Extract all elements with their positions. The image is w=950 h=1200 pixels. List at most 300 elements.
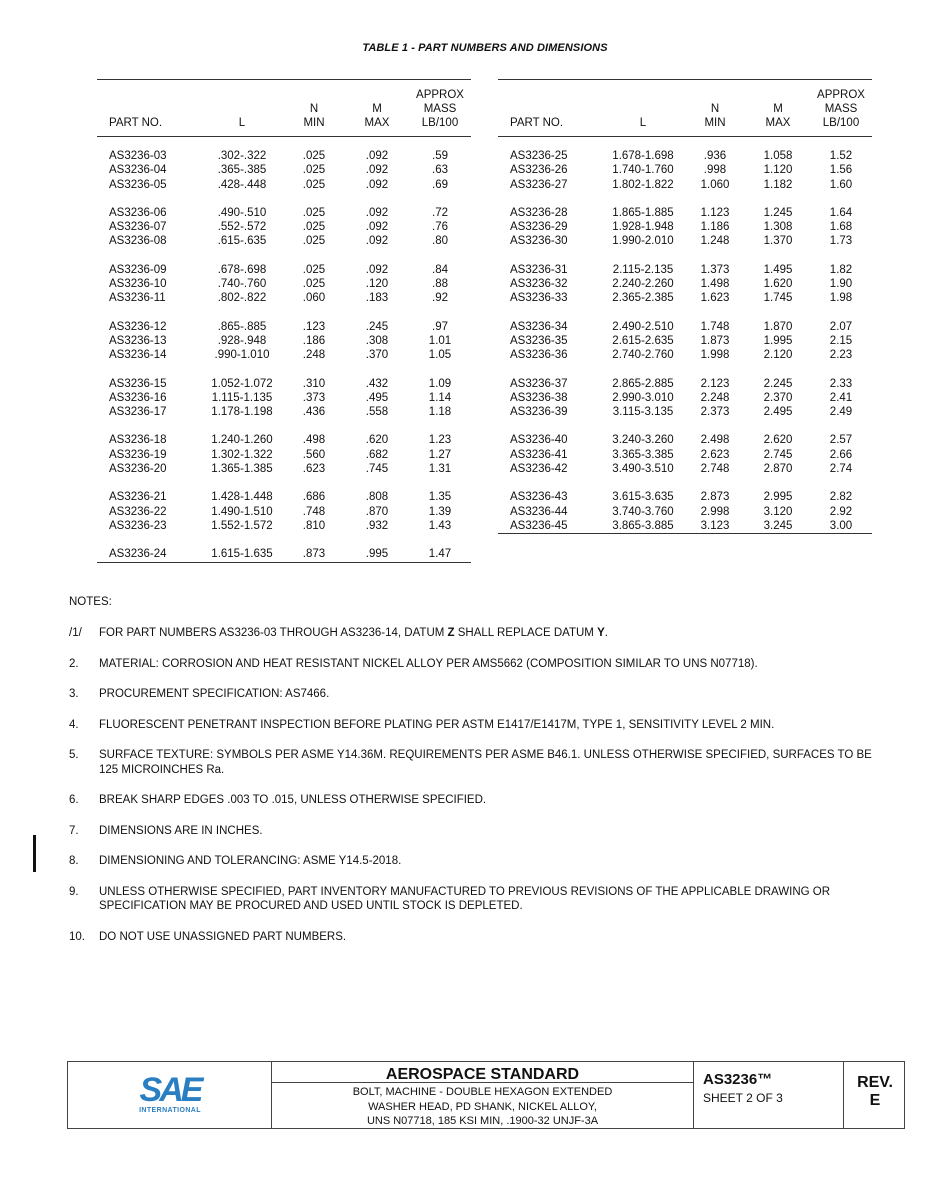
table-header-row <box>498 80 872 137</box>
part-number-cell: AS3236-13 <box>109 334 167 347</box>
document-cell <box>694 1062 844 1128</box>
n-min-cell: 2.873 <box>700 491 730 504</box>
table-row <box>498 505 872 519</box>
header-mass: APPROX MASS LB/100 <box>810 80 872 137</box>
part-number-cell: AS3236-29 <box>510 221 568 234</box>
mass-cell: 2.57 <box>829 434 853 447</box>
part-number-cell: AS3236-45 <box>510 519 568 532</box>
part-number-cell: AS3236-35 <box>510 334 568 347</box>
m-max-cell: 1.620 <box>763 278 793 291</box>
title-block <box>67 1061 905 1129</box>
description-line-2: WASHER HEAD, PD SHANK, NICKEL ALLOY, <box>368 1100 597 1113</box>
length-cell: 3.865-3.885 <box>612 519 674 532</box>
part-number-cell: AS3236-44 <box>510 505 568 518</box>
part-number-cell: AS3236-09 <box>109 263 167 276</box>
n-min-cell: .025 <box>302 164 326 177</box>
table-title: TABLE 1 - PART NUMBERS AND DIMENSIONS <box>362 42 608 54</box>
table-body-right <box>498 137 872 534</box>
n-min-cell: .025 <box>302 278 326 291</box>
note-number: 10. <box>69 930 85 943</box>
note-text: PROCUREMENT SPECIFICATION: AS7466. <box>99 688 330 700</box>
note-text <box>99 627 608 639</box>
n-min-cell: 2.748 <box>700 463 730 476</box>
m-max-cell: .620 <box>365 434 389 447</box>
part-number-cell: AS3236-15 <box>109 377 167 390</box>
part-number-cell: AS3236-07 <box>109 221 167 234</box>
part-number-cell: AS3236-28 <box>510 206 568 219</box>
mass-cell: 1.98 <box>829 292 853 305</box>
mass-cell: .72 <box>432 206 448 219</box>
table-row <box>97 519 471 533</box>
mass-cell: 3.00 <box>829 519 853 532</box>
table-row <box>97 348 471 362</box>
table-body-left <box>97 137 471 563</box>
note-item <box>69 718 889 733</box>
note-text-part: . <box>604 627 608 639</box>
length-cell: 2.365-2.385 <box>612 292 674 305</box>
m-max-cell: 1.495 <box>763 263 793 276</box>
part-number-cell: AS3236-39 <box>510 406 568 419</box>
m-max-cell: .092 <box>365 164 389 177</box>
part-number-cell: AS3236-26 <box>510 164 568 177</box>
mass-cell: 2.82 <box>829 491 853 504</box>
m-max-cell: 1.308 <box>763 221 793 234</box>
length-cell: 2.240-2.260 <box>612 278 674 291</box>
m-max-cell: .308 <box>365 334 389 347</box>
mass-cell: 1.68 <box>829 221 853 234</box>
n-min-cell: 1.998 <box>700 349 730 362</box>
length-cell: .615-.635 <box>217 235 267 248</box>
m-max-cell: 2.245 <box>763 377 793 390</box>
length-cell: .990-1.010 <box>214 349 270 362</box>
m-max-cell: 2.745 <box>763 448 793 461</box>
table-row <box>97 462 471 476</box>
table-row <box>498 348 872 362</box>
n-min-cell: 2.373 <box>700 406 730 419</box>
note-text: UNLESS OTHERWISE SPECIFIED, PART INVENTORY MANUFACTURED TO PREVIOUS REVISIONS OF THE APPLICABLE DRAWING OR SPECIFICATION MAY BE PROCURED AND USED UNTIL STOCK IS DEPLETED. <box>99 885 831 912</box>
part-number-cell: AS3236-22 <box>109 505 167 518</box>
mass-cell: 2.49 <box>829 406 853 419</box>
table-row <box>498 363 872 391</box>
mass-cell: 2.92 <box>829 505 853 518</box>
part-number-cell: AS3236-06 <box>109 206 167 219</box>
document-number: AS3236™ <box>703 1071 773 1088</box>
m-max-cell: .808 <box>365 491 389 504</box>
mass-cell: 1.14 <box>428 391 452 404</box>
length-cell: .740-.760 <box>217 278 267 291</box>
m-max-cell: 3.245 <box>763 519 793 532</box>
part-number-cell: AS3236-18 <box>109 434 167 447</box>
note-text-part: FOR PART NUMBERS AS3236-03 THROUGH AS3236-14, DATUM <box>99 627 448 639</box>
m-max-cell: .120 <box>365 278 389 291</box>
note-text: SURFACE TEXTURE: SYMBOLS PER ASME Y14.36M. REQUIREMENTS PER ASME B46.1. UNLESS OTHERWISE SPECIFIED, SURFACES TO BE 125 MICROINCHES Ra. <box>99 749 872 776</box>
length-cell: 2.865-2.885 <box>612 377 674 390</box>
length-cell: .428-.448 <box>217 178 267 191</box>
n-min-cell: .248 <box>302 349 326 362</box>
mass-cell: 1.52 <box>829 150 853 162</box>
m-max-cell: 2.495 <box>763 406 793 419</box>
length-cell: 3.240-3.260 <box>612 434 674 447</box>
part-number-cell: AS3236-36 <box>510 349 568 362</box>
revision-bar <box>33 835 36 872</box>
n-min-cell: 2.998 <box>700 505 730 518</box>
note-text-part: Y <box>597 627 605 639</box>
mass-cell: 1.05 <box>428 349 452 362</box>
mass-cell: 1.82 <box>829 263 853 276</box>
note-text: DO NOT USE UNASSIGNED PART NUMBERS. <box>99 930 347 943</box>
length-cell: 1.178-1.198 <box>211 406 273 419</box>
part-number-cell: AS3236-12 <box>109 320 167 333</box>
header-mass: APPROX MASS LB/100 <box>409 80 471 137</box>
n-min-cell: .186 <box>302 334 326 347</box>
n-min-cell: 1.123 <box>700 206 730 219</box>
length-cell: .865-.885 <box>217 320 267 333</box>
table-row <box>97 448 471 462</box>
mass-cell: 1.18 <box>428 406 452 419</box>
length-cell: 1.302-1.322 <box>211 448 273 461</box>
note-number: 6. <box>69 794 79 806</box>
table-row <box>498 476 872 504</box>
mass-cell: .63 <box>432 164 448 177</box>
length-cell: 2.490-2.510 <box>612 320 674 333</box>
mass-cell: 1.09 <box>428 377 452 390</box>
length-cell: 1.365-1.385 <box>211 463 273 476</box>
mass-cell: 2.66 <box>829 448 853 461</box>
table-row <box>97 405 471 419</box>
note-item <box>69 930 889 945</box>
m-max-cell: 2.995 <box>763 491 793 504</box>
length-cell: 1.428-1.448 <box>211 491 273 504</box>
length-cell: 1.865-1.885 <box>612 206 674 219</box>
table-row <box>97 334 471 348</box>
note-item <box>69 657 889 672</box>
m-max-cell: .183 <box>365 292 389 305</box>
m-max-cell: 1.120 <box>763 164 793 177</box>
header-l: L <box>201 80 283 137</box>
m-max-cell: .092 <box>365 178 389 191</box>
n-min-cell: .025 <box>302 235 326 248</box>
n-min-cell: .373 <box>302 391 326 404</box>
header-part-no: PART NO. <box>97 80 201 137</box>
part-number-cell: AS3236-33 <box>510 292 568 305</box>
mass-cell: 1.43 <box>428 519 452 532</box>
description-line-1: BOLT, MACHINE - DOUBLE HEXAGON EXTENDED <box>352 1086 613 1098</box>
length-cell: 2.990-3.010 <box>612 391 674 404</box>
part-number-cell: AS3236-25 <box>510 150 568 162</box>
n-min-cell: .936 <box>703 150 727 162</box>
part-number-cell: AS3236-34 <box>510 320 568 333</box>
m-max-cell: .495 <box>365 391 389 404</box>
table-row <box>498 163 872 177</box>
m-max-cell: 3.120 <box>763 505 793 518</box>
n-min-cell: 1.748 <box>700 320 730 333</box>
note-number: /1/ <box>69 627 82 639</box>
header-m: M MAX <box>345 80 409 137</box>
table-row <box>498 178 872 192</box>
revision-value: E <box>869 1092 881 1109</box>
table-row <box>97 137 471 164</box>
standard-heading: AEROSPACE STANDARD <box>272 1062 693 1083</box>
note-number: 5. <box>69 749 79 761</box>
part-description <box>272 1083 693 1129</box>
mass-cell: 1.39 <box>428 505 452 518</box>
notes-list <box>69 626 889 944</box>
mass-cell: .80 <box>432 235 448 248</box>
revision-label: REV. <box>857 1074 893 1091</box>
part-number-cell: AS3236-20 <box>109 463 167 476</box>
m-max-cell: 1.745 <box>763 292 793 305</box>
note-text-part: Z <box>447 627 455 639</box>
table-row <box>97 533 471 562</box>
mass-cell: .92 <box>432 292 448 305</box>
part-number-cell: AS3236-23 <box>109 519 167 532</box>
length-cell: 2.115-2.135 <box>612 263 674 276</box>
mass-cell: 2.23 <box>829 349 853 362</box>
note-number: 9. <box>69 885 79 898</box>
m-max-cell: .870 <box>365 505 389 518</box>
length-cell: 1.615-1.635 <box>211 548 273 561</box>
note-number: 4. <box>69 718 79 731</box>
table-row <box>498 405 872 419</box>
part-number-cell: AS3236-21 <box>109 491 167 504</box>
n-min-cell: .810 <box>302 519 326 532</box>
n-min-cell: 1.373 <box>700 263 730 276</box>
table-row <box>97 277 471 291</box>
note-item <box>69 885 889 914</box>
table-row <box>498 291 872 305</box>
mass-cell: 2.33 <box>829 377 853 390</box>
note-text: FLUORESCENT PENETRANT INSPECTION BEFORE PLATING PER ASTM E1417/E1417M, TYPE 1, SENSITIVITY LEVEL 2 MIN. <box>99 718 775 731</box>
length-cell: 1.115-1.135 <box>211 391 273 404</box>
part-number-cell: AS3236-38 <box>510 391 568 404</box>
table-row <box>97 192 471 220</box>
part-number-cell: AS3236-24 <box>109 548 167 561</box>
part-number-cell: AS3236-37 <box>510 377 568 390</box>
note-text: DIMENSIONING AND TOLERANCING: ASME Y14.5-2018. <box>99 855 402 867</box>
table-row <box>498 448 872 462</box>
length-cell: 1.678-1.698 <box>612 150 674 162</box>
n-min-cell: .748 <box>302 505 326 518</box>
logo-cell <box>68 1062 272 1128</box>
part-number-cell: AS3236-32 <box>510 278 568 291</box>
part-number-cell: AS3236-31 <box>510 263 568 276</box>
n-min-cell: 2.123 <box>700 377 730 390</box>
length-cell: 1.802-1.822 <box>612 178 674 191</box>
m-max-cell: 1.245 <box>763 206 793 219</box>
m-max-cell: .682 <box>365 448 389 461</box>
table-row <box>97 363 471 391</box>
parts-table-left <box>97 79 471 567</box>
note-item <box>69 854 889 869</box>
length-cell: .928-.948 <box>217 334 267 347</box>
mass-cell: .97 <box>432 320 448 333</box>
n-min-cell: .686 <box>302 491 326 504</box>
table-row <box>498 419 872 447</box>
table-row <box>498 277 872 291</box>
revision-cell <box>844 1062 906 1128</box>
sae-logo <box>138 1071 202 1114</box>
m-max-cell: .092 <box>365 150 389 162</box>
table-row <box>97 391 471 405</box>
m-max-cell: .245 <box>365 320 389 333</box>
part-number-cell: AS3236-11 <box>109 292 166 305</box>
table-row <box>498 249 872 277</box>
part-number-cell: AS3236-17 <box>109 406 167 419</box>
m-max-cell: .092 <box>365 206 389 219</box>
table-row <box>97 163 471 177</box>
mass-cell: 2.15 <box>829 334 853 347</box>
table-row <box>97 234 471 248</box>
table-row <box>97 249 471 277</box>
mass-cell: .84 <box>432 263 448 276</box>
length-cell: 1.552-1.572 <box>211 519 273 532</box>
part-number-cell: AS3236-40 <box>510 434 568 447</box>
n-min-cell: 2.248 <box>700 391 730 404</box>
header-l: L <box>602 80 684 137</box>
part-number-cell: AS3236-16 <box>109 391 167 404</box>
note-number: 7. <box>69 824 79 837</box>
m-max-cell: 1.370 <box>763 235 793 248</box>
part-number-cell: AS3236-19 <box>109 448 167 461</box>
length-cell: .802-.822 <box>217 292 267 305</box>
table-row <box>97 476 471 504</box>
m-max-cell: .558 <box>365 406 389 419</box>
part-number-cell: AS3236-27 <box>510 178 568 191</box>
n-min-cell: .060 <box>302 292 326 305</box>
n-min-cell: 1.186 <box>700 221 730 234</box>
part-number-cell: AS3236-30 <box>510 235 568 248</box>
n-min-cell: 1.498 <box>700 278 730 291</box>
mass-cell: 2.07 <box>829 320 853 333</box>
description-cell <box>272 1062 694 1128</box>
table-row <box>97 291 471 305</box>
length-cell: .678-.698 <box>217 263 267 276</box>
sheet-number: SHEET 2 OF 3 <box>703 1091 783 1105</box>
header-part-no: PART NO. <box>498 80 602 137</box>
mass-cell: .76 <box>432 221 448 234</box>
table-row <box>498 137 872 164</box>
length-cell: 3.115-3.135 <box>612 406 674 419</box>
n-min-cell: .623 <box>302 463 326 476</box>
note-item <box>69 824 889 839</box>
m-max-cell: 1.995 <box>763 334 793 347</box>
length-cell: 1.990-2.010 <box>612 235 674 248</box>
m-max-cell: .092 <box>365 235 389 248</box>
mass-cell: 2.41 <box>829 391 853 404</box>
note-number: 2. <box>69 657 79 670</box>
length-cell: 1.240-1.260 <box>211 434 273 447</box>
m-max-cell: 2.370 <box>763 391 793 404</box>
mass-cell: 1.60 <box>829 178 853 191</box>
length-cell: 3.740-3.760 <box>612 505 674 518</box>
length-cell: 1.052-1.072 <box>211 377 273 390</box>
n-min-cell: 2.498 <box>700 434 730 447</box>
part-number-cell: AS3236-43 <box>510 491 568 504</box>
m-max-cell: .995 <box>365 548 389 561</box>
part-number-cell: AS3236-05 <box>109 178 167 191</box>
length-cell: 2.740-2.760 <box>612 349 674 362</box>
m-max-cell: 1.182 <box>763 178 793 191</box>
note-item <box>69 687 889 702</box>
n-min-cell: 1.623 <box>700 292 730 305</box>
note-text-part: SHALL REPLACE DATUM <box>454 627 598 639</box>
n-min-cell: .025 <box>302 178 326 191</box>
part-number-cell: AS3236-41 <box>510 448 568 461</box>
note-text: DIMENSIONS ARE IN INCHES. <box>99 824 263 837</box>
n-min-cell: 1.060 <box>700 178 730 191</box>
part-number-cell: AS3236-04 <box>109 164 167 177</box>
length-cell: 3.615-3.635 <box>612 491 674 504</box>
description-line-3: UNS N07718, 185 KSI MIN, .1900-32 UNJF-3A <box>366 1115 599 1127</box>
header-n: N MIN <box>684 80 746 137</box>
table-row <box>97 220 471 234</box>
part-number-cell: AS3236-42 <box>510 463 568 476</box>
n-min-cell: 3.123 <box>700 519 730 532</box>
part-number-cell: AS3236-10 <box>109 278 167 291</box>
n-min-cell: 1.248 <box>700 235 730 248</box>
m-max-cell: .092 <box>365 263 389 276</box>
parts-table-right <box>498 79 872 538</box>
mass-cell: 1.90 <box>829 278 853 291</box>
n-min-cell: .025 <box>302 206 326 219</box>
length-cell: .365-.385 <box>217 164 267 177</box>
table-row <box>498 220 872 234</box>
table-row <box>97 505 471 519</box>
m-max-cell: 2.870 <box>763 463 793 476</box>
table-row <box>498 192 872 220</box>
m-max-cell: 1.058 <box>763 150 793 162</box>
mass-cell: 1.47 <box>428 548 452 561</box>
table-row <box>97 178 471 192</box>
note-text: MATERIAL: CORROSION AND HEAT RESISTANT NICKEL ALLOY PER AMS5662 (COMPOSITION SIMILAR TO UNS N07718). <box>99 657 758 670</box>
sae-logo-subtitle: INTERNATIONAL <box>139 1107 201 1114</box>
length-cell: .302-.322 <box>217 150 267 162</box>
part-number-cell: AS3236-08 <box>109 235 167 248</box>
sae-logo-mark: SAE <box>139 1071 201 1109</box>
length-cell: 1.740-1.760 <box>612 164 674 177</box>
n-min-cell: 2.623 <box>700 448 730 461</box>
mass-cell: 1.64 <box>829 206 853 219</box>
mass-cell: .69 <box>432 178 448 191</box>
mass-cell: 2.74 <box>829 463 853 476</box>
length-cell: 1.490-1.510 <box>211 505 273 518</box>
mass-cell: 1.73 <box>829 235 853 248</box>
mass-cell: .59 <box>432 150 448 162</box>
n-min-cell: .873 <box>302 548 326 561</box>
length-cell: 2.615-2.635 <box>612 334 674 347</box>
m-max-cell: .092 <box>365 221 389 234</box>
table-row <box>498 234 872 248</box>
table-row <box>498 462 872 476</box>
mass-cell: 1.31 <box>428 463 452 476</box>
n-min-cell: .436 <box>302 406 326 419</box>
n-min-cell: 1.873 <box>700 334 730 347</box>
length-cell: .490-.510 <box>217 206 267 219</box>
m-max-cell: 1.870 <box>763 320 793 333</box>
part-number-cell: AS3236-14 <box>109 349 167 362</box>
n-min-cell: .310 <box>302 377 326 390</box>
length-cell: 3.490-3.510 <box>612 463 674 476</box>
length-cell: 1.928-1.948 <box>612 221 674 234</box>
note-number: 8. <box>69 855 79 867</box>
note-item <box>69 748 889 777</box>
n-min-cell: .498 <box>302 434 326 447</box>
m-max-cell: 2.120 <box>763 349 793 362</box>
table-row <box>498 306 872 334</box>
table-row <box>97 306 471 334</box>
length-cell: 3.365-3.385 <box>612 448 674 461</box>
n-min-cell: .025 <box>302 221 326 234</box>
